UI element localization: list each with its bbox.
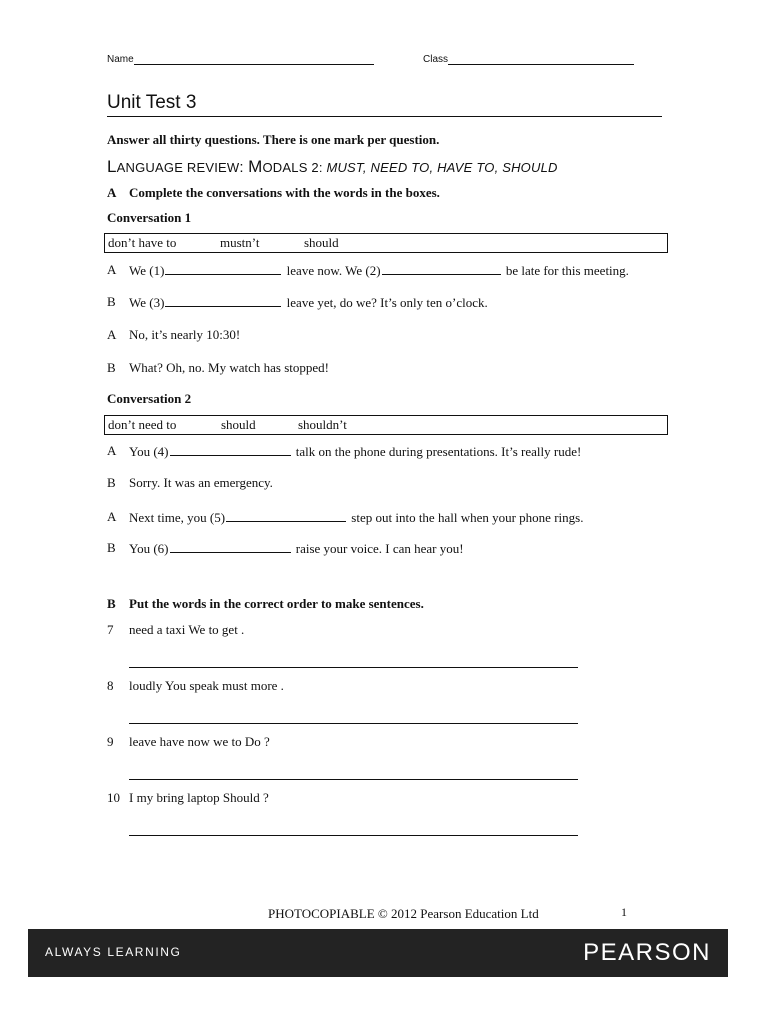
box-word: don’t need to	[108, 417, 177, 432]
dialogue-line	[129, 262, 629, 279]
answer-blank-1[interactable]	[165, 262, 281, 275]
pearson-logo: PEARSON	[583, 939, 711, 966]
box-word: mustn’t	[220, 235, 260, 250]
answer-blank-4[interactable]	[170, 443, 291, 456]
answer-blank-2[interactable]	[382, 262, 501, 275]
speaker-label: A	[107, 262, 117, 277]
line-text: talk on the phone during presentations. It’s really rude!	[292, 444, 582, 459]
line-text: Next time, you (5)	[129, 510, 226, 525]
title-divider	[107, 116, 662, 117]
item-number: 8	[107, 678, 114, 693]
part-a-instruction: Complete the conversations with the words in the boxes.	[129, 185, 440, 200]
conversation-1-title: Conversation 1	[107, 210, 192, 225]
scrambled-words: need a taxi We to get .	[129, 622, 245, 637]
line-text: be late for this meeting.	[502, 263, 629, 278]
part-a-letter: A	[107, 185, 117, 200]
instructions: Answer all thirty questions. There is one mark per question.	[107, 132, 440, 147]
item-number: 10	[107, 790, 120, 805]
line-text: You (4)	[129, 444, 169, 459]
section-heading	[107, 157, 558, 177]
speaker-label: B	[107, 360, 116, 375]
answer-line-10[interactable]	[129, 835, 578, 836]
dialogue-line: What? Oh, no. My watch has stopped!	[129, 360, 330, 375]
item-number: 7	[107, 622, 114, 637]
answer-line-7[interactable]	[129, 667, 578, 668]
scrambled-words: leave have now we to Do ?	[129, 734, 270, 749]
part-b-letter: B	[107, 596, 116, 611]
answer-blank-5[interactable]	[226, 509, 346, 522]
dialogue-line	[129, 540, 464, 557]
speaker-label: A	[107, 509, 117, 524]
line-text: raise your voice. I can hear you!	[292, 541, 464, 556]
dialogue-line	[129, 509, 583, 526]
box-word: shouldn’t	[298, 417, 347, 432]
answer-blank-6[interactable]	[170, 540, 291, 553]
class-field[interactable]	[423, 54, 634, 65]
heading-cap-m: M	[248, 157, 263, 176]
page-title: Unit Test 3	[107, 92, 197, 113]
dialogue-line	[129, 443, 581, 460]
answer-line-9[interactable]	[129, 779, 578, 780]
speaker-label: A	[107, 443, 117, 458]
dialogue-line	[129, 294, 488, 311]
heading-colon: :	[239, 159, 249, 176]
part-b-instruction: Put the words in the correct order to make sentences.	[129, 596, 424, 611]
page-number: 1	[621, 905, 627, 919]
speaker-label: A	[107, 327, 117, 342]
heading-cap-l: L	[107, 157, 117, 176]
dialogue-line: Sorry. It was an emergency.	[129, 475, 273, 490]
copyright-notice: PHOTOCOPIABLE © 2012 Pearson Education Ltd	[268, 906, 539, 921]
tagline: ALWAYS LEARNING	[45, 945, 182, 959]
answer-line-8[interactable]	[129, 723, 578, 724]
heading-topics: MUST, NEED TO, HAVE TO, SHOULD	[326, 160, 558, 175]
line-text: leave yet, do we? It’s only ten o’clock.	[283, 295, 488, 310]
line-text: step out into the hall when your phone rings.	[348, 510, 584, 525]
word-box-2	[104, 415, 668, 435]
item-number: 9	[107, 734, 114, 749]
class-label: Class	[423, 54, 449, 65]
box-word: should	[304, 235, 339, 250]
speaker-label: B	[107, 475, 116, 490]
footer-brand-bar	[28, 929, 728, 977]
conversation-2-title: Conversation 2	[107, 391, 192, 406]
line-text: leave now. We (2)	[283, 263, 381, 278]
line-text: We (3)	[129, 295, 165, 310]
line-text: You (6)	[129, 541, 169, 556]
dialogue-line: No, it’s nearly 10:30!	[129, 327, 241, 342]
name-blank[interactable]	[134, 54, 374, 65]
box-word: should	[221, 417, 256, 432]
name-field[interactable]	[107, 54, 374, 65]
scrambled-words: I my bring laptop Should ?	[129, 790, 269, 805]
answer-blank-3[interactable]	[165, 294, 281, 307]
speaker-label: B	[107, 540, 116, 555]
speaker-label: B	[107, 294, 116, 309]
heading-rest-1: ANGUAGE REVIEW	[116, 160, 240, 175]
line-text: We (1)	[129, 263, 165, 278]
heading-rest-2: ODALS 2:	[262, 160, 327, 175]
class-blank[interactable]	[448, 54, 634, 65]
word-box-1	[104, 233, 668, 253]
box-word: don’t have to	[108, 235, 177, 250]
scrambled-words: loudly You speak must more .	[129, 678, 284, 693]
name-label: Name	[107, 54, 134, 65]
